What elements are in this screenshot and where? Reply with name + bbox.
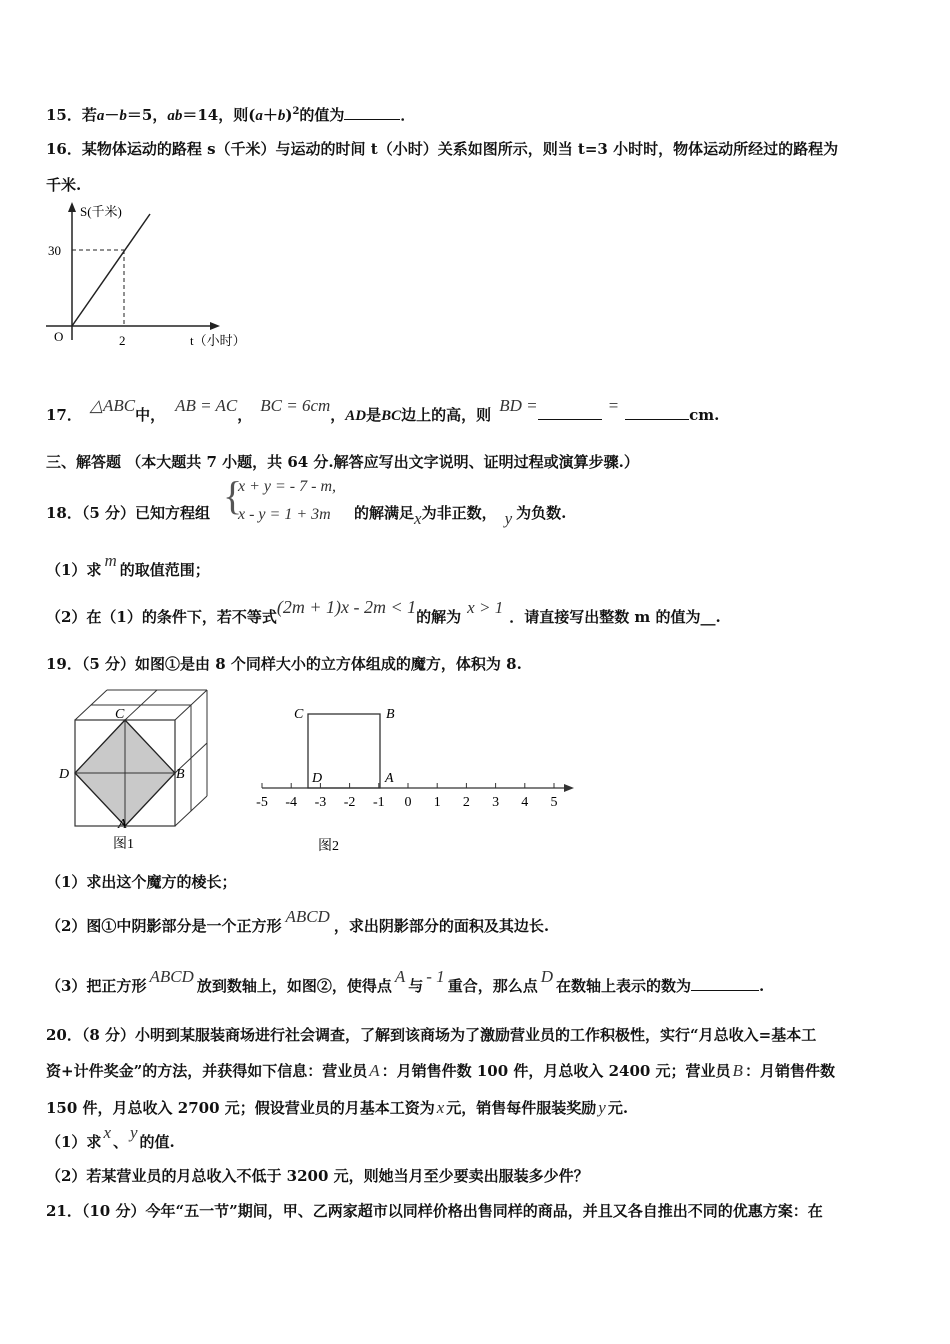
question-20-line3: 150 件，月总收入 2700 元；假设营业员的月基本工资为 x 元，销售每件服装奖励 y 元. — [46, 1098, 629, 1117]
question-17: 17． △ABC中， AB = AC， BC = 6cm，AD是BC边上的高，则 BD = = cm. — [46, 396, 720, 424]
x-axis-label: t（小时） — [190, 333, 246, 348]
tick-label: -1 — [372, 795, 385, 810]
tick-label: 5 — [550, 795, 558, 810]
svg-text:D: D — [312, 771, 323, 786]
question-19-part3: （3）把正方形 ABCD 放到数轴上，如图②，使得点 A 与 - 1 重合，那么点 D 在数轴上表示的数为 . — [46, 967, 765, 995]
question-18: 18．（5 分）已知方程组 — [46, 504, 211, 522]
svg-text:B: B — [176, 767, 185, 782]
question-21: 21．（10 分）今年“五一节”期间，甲、乙两家超市以同样价格出售同样的商品，并且又各自推出不同的优惠方案：在 — [46, 1202, 823, 1220]
question-16-line1: 16．某物体运动的路程 s（千米）与运动的时间 t（小时）关系如图所示，则当 t=3 小时时，物体运动所经过的路程为 — [46, 140, 839, 158]
distance-line — [72, 214, 150, 326]
equation-1: x + y = - 7 - m, — [238, 478, 337, 495]
svg-text:A: A — [118, 817, 127, 832]
figure-1-cube — [55, 686, 225, 856]
tick-label: 3 — [492, 795, 500, 810]
figure-2-number-line — [248, 698, 588, 858]
question-18-part1: （1）求 m 的取值范围； — [46, 551, 210, 579]
x-tick-2: 2 — [119, 333, 126, 348]
tick-label: 0 — [404, 795, 412, 810]
answer-blank — [344, 107, 400, 120]
svg-text:B: B — [386, 707, 395, 722]
question-18-condition: 的解满足x为非正数， y 为负数. — [354, 504, 567, 528]
equation-2: x - y = 1 + 3m — [238, 506, 331, 523]
svg-text:A: A — [385, 771, 394, 786]
question-20-line2: 资+计件奖金”的方法，并获得如下信息：营业员 A ：月销售件数 100 件，月总收入 2400 元；营业员 B ：月销售件数 — [46, 1061, 835, 1080]
svg-text:C: C — [115, 707, 125, 722]
tick-label: 4 — [521, 795, 529, 810]
question-19-part2: （2）图①中阴影部分是一个正方形 ABCD ，求出阴影部分的面积及其边长. — [46, 907, 550, 935]
tick-label: -3 — [314, 795, 327, 810]
section-3-heading: 三、解答题 （本大题共 7 小题，共 64 分.解答应写出文字说明、证明过程或演算步骤.） — [46, 453, 639, 471]
tick-label: -4 — [285, 795, 298, 810]
origin-label: O — [54, 329, 64, 344]
y-axis-label: S(千米) — [80, 204, 122, 219]
question-19: 19．（5 分）如图①是由 8 个同样大小的立方体组成的魔方，体积为 8. — [46, 655, 522, 673]
question-16-line2: 千米. — [46, 176, 82, 194]
question-15: 15．若a－b＝5，ab＝14，则$(a+b)^2$的值为 ． — [46, 106, 416, 124]
tick-label: -2 — [343, 795, 356, 810]
svg-text:D: D — [59, 767, 70, 782]
distance-time-graph — [40, 200, 270, 360]
tick-label: -5 — [256, 795, 268, 810]
question-20-part1: （1）求 x 、 y 的值. — [46, 1123, 175, 1151]
question-19-part1: （1）求出这个魔方的棱长； — [46, 873, 237, 891]
question-18-part2: （2）在（1）的条件下，若不等式(2m + 1)x - 2m < 1的解为 x > 1 ．请直接写出整数 m 的值为__. — [46, 597, 721, 626]
svg-text:图1: 图1 — [113, 837, 134, 852]
tick-label: 1 — [433, 795, 441, 810]
svg-text:图2: 图2 — [318, 839, 339, 854]
tick-label: 2 — [462, 795, 470, 810]
question-20-part2: （2）若某营业员的月总收入不低于 3200 元，则她当月至少要卖出服装多少件？ — [46, 1167, 589, 1185]
y-tick-30: 30 — [48, 243, 61, 258]
question-20-line1: 20．（8 分）小明到某服装商场进行社会调查，了解到该商场为了激励营业员的工作积极性，实行“月总收入=基本工 — [46, 1026, 817, 1044]
svg-text:C: C — [294, 707, 304, 722]
